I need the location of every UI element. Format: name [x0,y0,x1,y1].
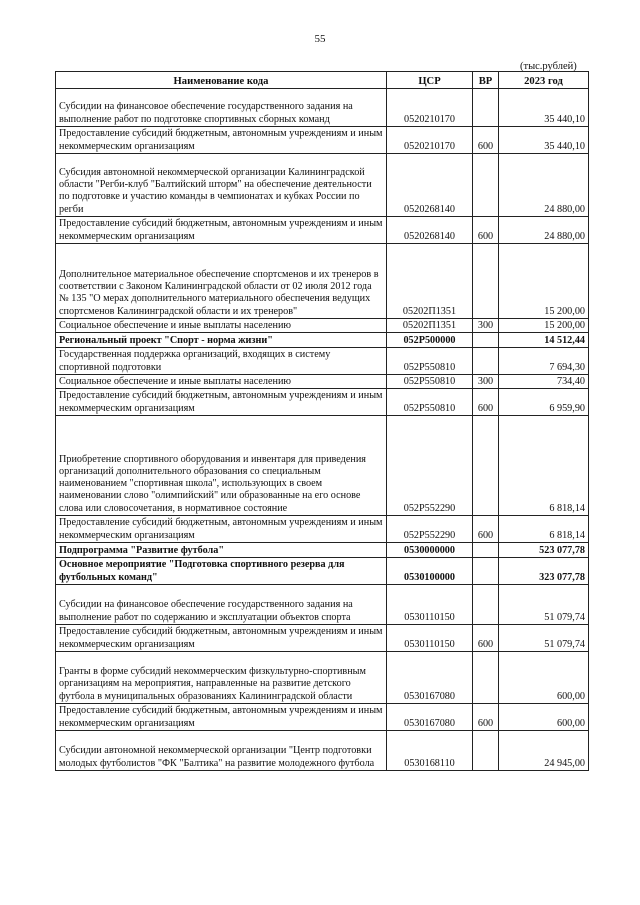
cell-amount: 15 200,00 [499,244,589,319]
table-row [56,244,589,319]
table-row [56,389,589,416]
units-label: (тыс.рублей) [520,61,577,72]
cell-csr: 052Р550810 [387,348,473,375]
cell-csr: 052Р550810 [387,375,473,389]
table-header-row [56,72,589,89]
table-row [56,731,589,771]
cell-csr: 0530110150 [387,625,473,652]
cell-csr: 0530100000 [387,558,473,585]
cell-amount: 7 694,30 [499,348,589,375]
cell-vr: 600 [473,625,499,652]
table-row [56,154,589,217]
cell-csr: 052Р500000 [387,333,473,348]
table-row [56,652,589,704]
table-row [56,625,589,652]
table-body [56,89,589,771]
cell-vr [473,585,499,625]
cell-name: Социальное обеспечение и иные выплаты населению [56,375,387,389]
cell-vr: 300 [473,375,499,389]
cell-amount: 35 440,10 [499,127,589,154]
table-row [56,217,589,244]
cell-amount: 523 077,78 [499,543,589,558]
cell-name: Предоставление субсидий бюджетным, автономным учреждениям и иным некоммерческим организациям [56,516,387,543]
cell-csr: 0530000000 [387,543,473,558]
cell-vr [473,416,499,516]
cell-vr [473,333,499,348]
cell-name: Подпрограмма "Развитие футбола" [56,543,387,558]
cell-csr: 05202П1351 [387,319,473,333]
table-row [56,516,589,543]
cell-csr: 0520210170 [387,127,473,154]
cell-amount: 35 440,10 [499,89,589,127]
cell-vr [473,348,499,375]
table-row [56,127,589,154]
cell-csr: 0520210170 [387,89,473,127]
cell-name: Субсидия автономной некоммерческой организации Калининградской области "Регби-клуб "Балтийский шторм" на обеспечение деятельности по подготовке и участию команды в чемпионатах и кубках России по регби [56,154,387,217]
cell-name: Региональный проект "Спорт - норма жизни" [56,333,387,348]
cell-amount: 24 880,00 [499,217,589,244]
cell-amount: 24 880,00 [499,154,589,217]
cell-name: Гранты в форме субсидий некоммерческим физкультурно-спортивным организациям на мероприятия, направленные на развитие детского футбола в муниципальных образованиях Калининградской области [56,652,387,704]
cell-name: Предоставление субсидий бюджетным, автономным учреждениям и иным некоммерческим организациям [56,127,387,154]
table-row [56,319,589,333]
cell-name: Предоставление субсидий бюджетным, автономным учреждениям и иным некоммерческим организациям [56,389,387,416]
table-row [56,543,589,558]
cell-vr: 600 [473,127,499,154]
cell-vr: 600 [473,516,499,543]
cell-csr: 052Р552290 [387,416,473,516]
cell-amount: 6 818,14 [499,516,589,543]
header-csr: ЦСР [387,72,473,89]
cell-amount: 600,00 [499,652,589,704]
cell-amount: 323 077,78 [499,558,589,585]
cell-vr: 600 [473,704,499,731]
table-row [56,704,589,731]
cell-name: Приобретение спортивного оборудования и инвентаря для приведения организаций дополнительного образования со специальным наименованием "спортивная школа", использующих в своем наименовании слово "олимпийский" или образованные на его основе слова или словосочетания, в нормативное состояние [56,416,387,516]
cell-name: Государственная поддержка организаций, входящих в систему спортивной подготовки [56,348,387,375]
cell-amount: 14 512,44 [499,333,589,348]
budget-table [55,71,589,771]
cell-vr: 600 [473,389,499,416]
cell-name: Дополнительное материальное обеспечение спортсменов и их тренеров в соответствии с Законом Калининградской области от 02 июля 2012 года № 135 "О мерах дополнительного материального обеспечения ведущих спортсменов Калининградской области и их тренеров" [56,244,387,319]
table-row [56,416,589,516]
cell-amount: 6 959,90 [499,389,589,416]
table-row [56,558,589,585]
cell-csr: 0520268140 [387,217,473,244]
cell-name: Субсидии на финансовое обеспечение государственного задания на выполнение работ по подготовке спортивных сборных команд [56,89,387,127]
cell-amount: 600,00 [499,704,589,731]
header-year: 2023 год [499,72,589,89]
cell-vr [473,154,499,217]
cell-vr [473,244,499,319]
cell-amount: 734,40 [499,375,589,389]
cell-vr [473,558,499,585]
cell-csr: 0530167080 [387,704,473,731]
table-row [56,89,589,127]
cell-name: Субсидии автономной некоммерческой организации "Центр подготовки молодых футболистов "ФК "Балтика" на развитие молодежного футбола [56,731,387,771]
cell-vr [473,89,499,127]
cell-vr [473,543,499,558]
cell-vr: 600 [473,217,499,244]
cell-csr: 05202П1351 [387,244,473,319]
table-row [56,375,589,389]
table-row [56,348,589,375]
cell-csr: 052Р550810 [387,389,473,416]
cell-csr: 0520268140 [387,154,473,217]
cell-name: Социальное обеспечение и иные выплаты населению [56,319,387,333]
table-row [56,585,589,625]
cell-csr: 0530167080 [387,652,473,704]
cell-name: Субсидии на финансовое обеспечение государственного задания на выполнение работ по содержанию и эксплуатации объектов спорта [56,585,387,625]
cell-amount: 15 200,00 [499,319,589,333]
cell-amount: 24 945,00 [499,731,589,771]
cell-name: Предоставление субсидий бюджетным, автономным учреждениям и иным некоммерческим организациям [56,625,387,652]
table-row [56,333,589,348]
cell-amount: 51 079,74 [499,585,589,625]
cell-amount: 6 818,14 [499,416,589,516]
cell-csr: 052Р552290 [387,516,473,543]
cell-vr [473,652,499,704]
cell-csr: 0530168110 [387,731,473,771]
cell-name: Основное мероприятие "Подготовка спортивного резерва для футбольных команд" [56,558,387,585]
cell-vr [473,731,499,771]
cell-name: Предоставление субсидий бюджетным, автономным учреждениям и иным некоммерческим организациям [56,217,387,244]
cell-vr: 300 [473,319,499,333]
cell-amount: 51 079,74 [499,625,589,652]
header-vr: ВР [473,72,499,89]
page-number: 55 [314,33,326,45]
cell-name: Предоставление субсидий бюджетным, автономным учреждениям и иным некоммерческим организациям [56,704,387,731]
cell-csr: 0530110150 [387,585,473,625]
header-name: Наименование кода [56,72,387,89]
